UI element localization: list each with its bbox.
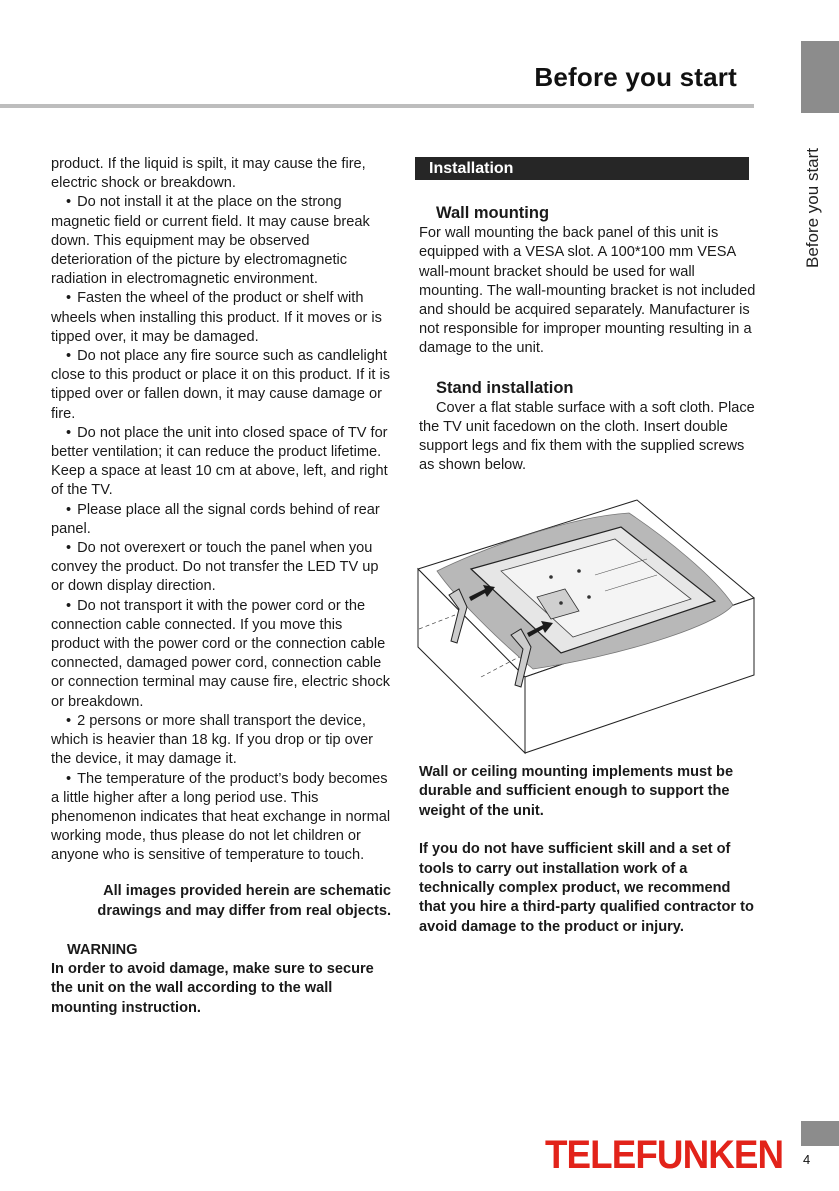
stand-installation-text: Cover a flat stable surface with a soft cloth. Place the TV unit facedown on the cloth. Insert double support legs and fix them with the supplied screws as shown below. — [419, 399, 755, 474]
safety-bullet: • Do not place the unit into closed space of TV for better ventilation; it can reduce the product lifetime. Keep a space at least 10 cm at above, left, and right of the TV. — [51, 424, 391, 501]
telefunken-logo: TELEFUNKEN — [545, 1133, 784, 1177]
stand-installation-heading: Stand installation — [436, 378, 574, 397]
intro-paragraph: product. If the liquid is spilt, it may cause the fire, electric shock or breakdown. — [51, 156, 366, 192]
right-column — [419, 157, 759, 476]
safety-bullet: • Fasten the wheel of the product or shelf with wheels when installing this product. If it moves or is tipped over, it may be damaged. — [51, 289, 391, 347]
safety-bullet: • Do not overexert or touch the panel when you convey the product. Do not transfer the LED TV up or down display direction. — [51, 539, 391, 597]
safety-bullet: • Do not place any fire source such as candlelight close to this product or place it on this product. If it is tipped over or fallen down, it may cause damage or fire. — [51, 347, 391, 424]
mounting-notes — [419, 763, 759, 956]
wall-mounting-text: For wall mounting the back panel of this unit is equipped with a VESA slot. A 100*100 mm VESA wall-mount bracket should be used for wall mounting. The wall-mounting bracket is not included and should be acquired separately. Manufacturer is not responsible for improper mounting resulting in a damage to the unit. — [419, 225, 756, 357]
warning-title: WARNING — [67, 941, 138, 958]
schematic-notice: All images provided herein are schematic drawings and may differ from real objects. — [97, 882, 391, 919]
wall-mounting-heading: Wall mounting — [436, 204, 550, 222]
safety-bullet: • Please place all the signal cords behind of rear panel. — [51, 501, 391, 539]
page-number: 4 — [803, 1152, 811, 1167]
left-column — [51, 155, 391, 1019]
page-number-tab — [801, 1121, 839, 1146]
warning-body: In order to avoid damage, make sure to secure the unit on the wall according to the wall mounting instruction. — [51, 960, 374, 1016]
installation-section-heading: Installation — [415, 157, 749, 180]
mounting-note-contractor: If you do not have sufficient skill and a set of tools to carry out installation work of a technically complex product, we recommend that you hire a third-party qualified contractor to avoid damage to the product or injury. — [419, 841, 754, 935]
safety-bullet: • 2 persons or more shall transport the device, which is heavier than 18 kg. If you drop or tip over the device, it may damage it. — [51, 712, 391, 770]
safety-bullet: • Do not install it at the place on the strong magnetic field or current field. It may cause break down. This equipment may be observed deterioration of the picture by electromagnetic radiation in electromagnetic environment. — [51, 193, 391, 289]
header-divider — [0, 104, 754, 108]
safety-bullet: • The temperature of the product’s body becomes a little higher after a long period use. This phenomenon indicates that heat exchange in normal working mode, thus please do not let children or anyone who is sensitive of temperature to touch. — [51, 770, 391, 866]
section-side-tab — [801, 41, 839, 113]
safety-bullet: • Do not transport it with the power cord or the connection cable connected. If you move this product with the power cord or the connection cable connected, damaged power cord, connection cable or connection terminal may cause fire, electric shock or breakdown. — [51, 597, 391, 712]
section-side-label: Before you start — [803, 147, 822, 268]
mounting-note-durability: Wall or ceiling mounting implements must be durable and sufficient enough to support the weight of the unit. — [419, 764, 734, 819]
stand-installation-illustration — [415, 497, 757, 757]
page-header-title: Before you start — [534, 62, 737, 92]
